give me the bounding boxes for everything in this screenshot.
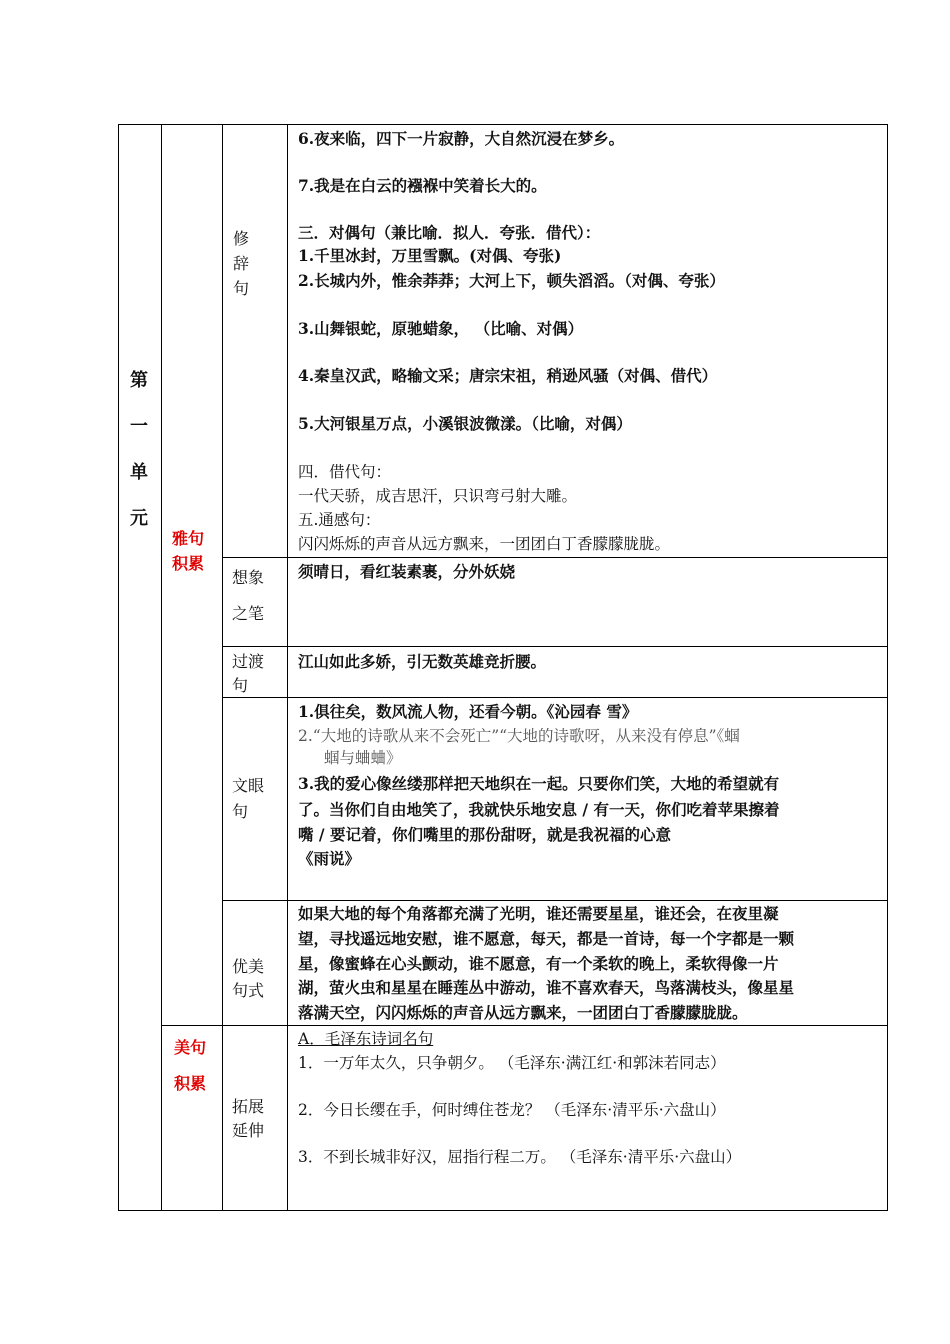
content-line: 2．今日长缨在手，何时缚住苍龙？ （毛泽东·清平乐·六盘山） [298, 1101, 726, 1119]
label-line: 想象 [232, 568, 265, 587]
content-line: 须晴日，看红装素裹，分外妖娆 [298, 562, 516, 581]
row-label-xiangxiang [232, 560, 264, 632]
unit-label [124, 358, 154, 542]
content-line: 江山如此多娇，引无数英雄竞折腰。 [298, 652, 547, 671]
content-line: 一代天骄，成吉思汗，只识弯弓射大雕。 [298, 487, 578, 505]
row-label-youmei [232, 955, 264, 1003]
column-divider [287, 124, 288, 1211]
label-char: 辞 [233, 254, 250, 273]
label-line: 句 [232, 802, 249, 821]
label-char: 句 [233, 279, 250, 298]
row-divider [222, 646, 888, 647]
content-line: 2.“大地的诗歌从来不会死亡”“大地的诗歌呀，从来没有停息”《蝈 [298, 727, 740, 745]
column-divider [222, 124, 223, 1211]
content-line: 1.千里冰封，万里雪飘。(对偶、夸张) [298, 246, 562, 265]
label-line: 拓展 [232, 1097, 265, 1116]
label-line: 文眼 [232, 776, 265, 795]
content-line: 2.长城内外，惟余莽莽；大河上下，顿失滔滔。（对偶、夸张） [298, 271, 725, 290]
content-line: 1．一万年太久，只争朝夕。 （毛泽东·满江红·和郭沫若同志） [298, 1054, 726, 1072]
content-line: 了。当你们自由地笑了，我就快乐地安息 / 有一天，你们吃着苹果擦着 [298, 800, 780, 819]
category-char: 积累 [172, 554, 205, 573]
content-line: 蝈与蛐蛐》 [324, 749, 402, 767]
label-line: 过渡 [232, 652, 265, 671]
column-divider [161, 124, 162, 1211]
content-line: 3.山舞银蛇，原驰蜡象， （比喻、对偶） [298, 319, 584, 338]
content-line: 湖，萤火虫和星星在睡莲丛中游动，谁不喜欢春天，鸟落满枝头，像星星 [298, 978, 795, 997]
label-char: 修 [233, 229, 250, 248]
row-label-guodu [232, 650, 264, 698]
content-line: 三．对偶句（兼比喻．拟人．夸张．借代）： [298, 223, 601, 242]
row-label-xiuci [233, 226, 249, 301]
category-label-lower [174, 1030, 206, 1102]
unit-char: 一 [130, 416, 148, 437]
category-label-upper [172, 526, 204, 576]
label-line: 句 [232, 676, 249, 695]
content-line: 如果大地的每个角落都充满了光明，谁还需要星星，谁还会，在夜里凝 [298, 904, 779, 923]
label-line: 优美 [232, 957, 265, 976]
unit-char: 单 [130, 462, 148, 483]
content-line: 落满天空，闪闪烁烁的声音从远方飘来，一团团白丁香朦朦胧胧。 [298, 1003, 748, 1022]
content-line: 闪闪烁烁的声音从远方飘来，一团团白丁香朦朦胧胧。 [298, 535, 671, 553]
content-line: 嘴 / 要记着，你们嘴里的那份甜呀，就是我祝福的心意 [298, 825, 671, 844]
content-line: 望，寻找遥远地安慰，谁不愿意，每天，都是一首诗，每一个字都是一颗 [298, 929, 795, 948]
content-line: 《雨说》 [298, 849, 361, 868]
content-line: 6.夜来临，四下一片寂静，大自然沉浸在梦乡。 [298, 129, 625, 148]
unit-char: 第 [130, 370, 148, 391]
row-label-wenyan [232, 773, 264, 825]
content-line: 星，像蜜蜂在心头颤动，谁不愿意，有一个柔软的晚上，柔软得像一片 [298, 954, 779, 973]
content-line: 3.我的爱心像丝缕那样把天地织在一起。只要你们笑，大地的希望就有 [298, 774, 780, 793]
row-divider [161, 1025, 888, 1026]
content-line: 3．不到长城非好汉，屈指行程二万。 （毛泽东·清平乐·六盘山） [298, 1148, 742, 1166]
label-line: 句式 [232, 981, 265, 1000]
label-line: 之笔 [232, 604, 265, 623]
category-char: 积累 [174, 1074, 207, 1093]
content-line: 四．借代句： [298, 463, 392, 481]
content-line: 4.秦皇汉武，略输文采；唐宗宋祖，稍逊风骚（对偶、借代） [298, 366, 718, 385]
category-char: 美句 [174, 1038, 207, 1057]
content-line: 五.通感句： [298, 511, 381, 529]
label-line: 延伸 [232, 1121, 265, 1140]
content-line: 7.我是在白云的襁褓中笑着长大的。 [298, 176, 547, 195]
content-heading: A．毛泽东诗词名句 [298, 1030, 434, 1048]
row-divider [222, 557, 888, 558]
content-line: 1.俱往矣，数风流人物，还看今朝。《沁园春 雪》 [298, 702, 638, 721]
row-divider [222, 697, 888, 698]
category-char: 雅句 [172, 529, 205, 548]
unit-char: 元 [130, 508, 148, 529]
row-divider [222, 900, 888, 901]
content-line: 5.大河银星万点，小溪银波微漾。（比喻，对偶） [298, 414, 632, 433]
row-label-tuozhan [232, 1095, 264, 1143]
